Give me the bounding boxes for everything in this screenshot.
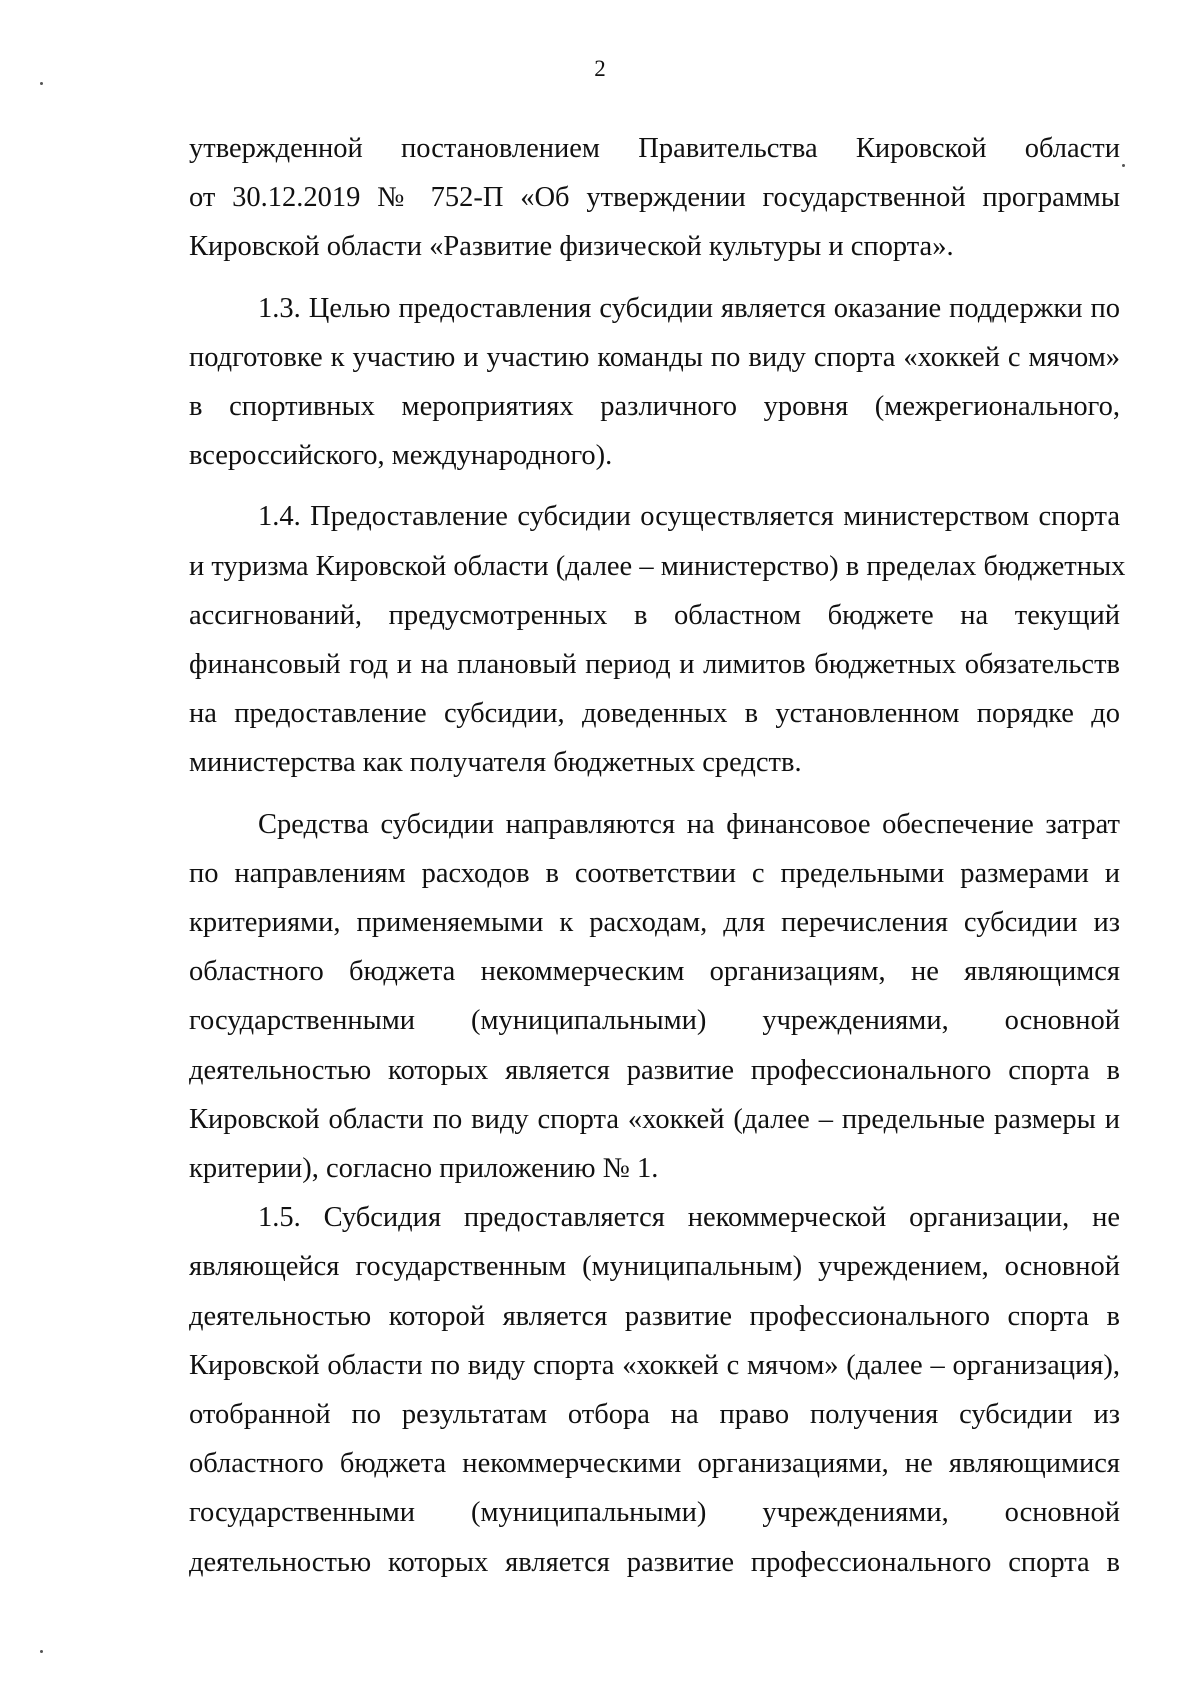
text-line: Средства субсидии направляются на финансовое обеспечение затрат (258, 808, 1120, 840)
text-line: являющейся государственным (муниципальным) учреждением, основной (189, 1251, 1120, 1283)
text-line: всероссийского, международного). (189, 440, 613, 472)
page-number: 2 (594, 56, 606, 81)
paragraph-subsidy-funds (189, 800, 1120, 1194)
text-line: государственными (муниципальными) учреждениями, основной (189, 1005, 1120, 1037)
text-line: 1.5. Субсидия предоставляется некоммерческой организации, не (258, 1202, 1120, 1234)
text-line: финансовый год и на плановый период и лимитов бюджетных обязательств (189, 649, 1120, 681)
text-line: областного бюджета некоммерческим организациям, не являющимся (189, 956, 1120, 988)
scan-speck (1122, 164, 1125, 167)
text-line: деятельностью которых является развитие профессионального спорта в (189, 1546, 1120, 1578)
text-line: критерии), согласно приложению № 1. (189, 1153, 659, 1185)
text-line: критериями, применяемыми к расходам, для перечисления субсидии из (189, 907, 1120, 939)
paragraph-1-4 (189, 492, 1126, 787)
text-line: 1.4. Предоставление субсидии осуществляется министерством спорта (258, 501, 1120, 533)
scan-speck (40, 1650, 43, 1653)
text-line: деятельностью которой является развитие профессионального спорта в (189, 1300, 1120, 1332)
text-line: отобранной по результатам отбора на право получения субсидии из (189, 1399, 1120, 1431)
text-line: Кировской области «Развитие физической культуры и спорта». (189, 231, 954, 263)
text-line: по направлениям расходов в соответствии с предельными размерами и (189, 857, 1120, 889)
text-line: деятельностью которых является развитие профессионального спорта в (189, 1054, 1120, 1086)
text-line: от 30.12.2019 № 752-П «Об утверждении государственной программы (189, 182, 1120, 214)
paragraph-program-reference (189, 124, 1120, 272)
text-line: областного бюджета некоммерческими организациями, не являющимися (189, 1448, 1120, 1480)
text-line: министерства как получателя бюджетных средств. (189, 747, 802, 779)
text-line: Кировской области по виду спорта «хоккей с мячом» (далее – организация), (189, 1349, 1120, 1381)
text-line: на предоставление субсидии, доведенных в установленном порядке до (189, 698, 1120, 730)
text-line: подготовке к участию и участию команды по виду спорта «хоккей с мячом» (189, 341, 1120, 373)
paragraph-1-3 (189, 284, 1120, 481)
text-line: государственными (муниципальными) учреждениями, основной (189, 1497, 1120, 1529)
text-line: 1.3. Целью предоставления субсидии является оказание поддержки по (258, 292, 1120, 324)
text-line: ассигнований, предусмотренных в областном бюджете на текущий (189, 599, 1120, 631)
text-line: в спортивных мероприятиях различного уровня (межрегионального, (189, 391, 1120, 423)
text-line: Кировской области по виду спорта «хоккей (далее – предельные размеры и (189, 1103, 1120, 1135)
text-line: и туризма Кировской области (далее – министерство) в пределах бюджетных (189, 550, 1126, 582)
scan-speck (40, 82, 43, 85)
text-line: утвержденной постановлением Правительства Кировской области (189, 133, 1120, 164)
document-body (189, 124, 1126, 1587)
paragraph-1-5 (189, 1193, 1120, 1587)
